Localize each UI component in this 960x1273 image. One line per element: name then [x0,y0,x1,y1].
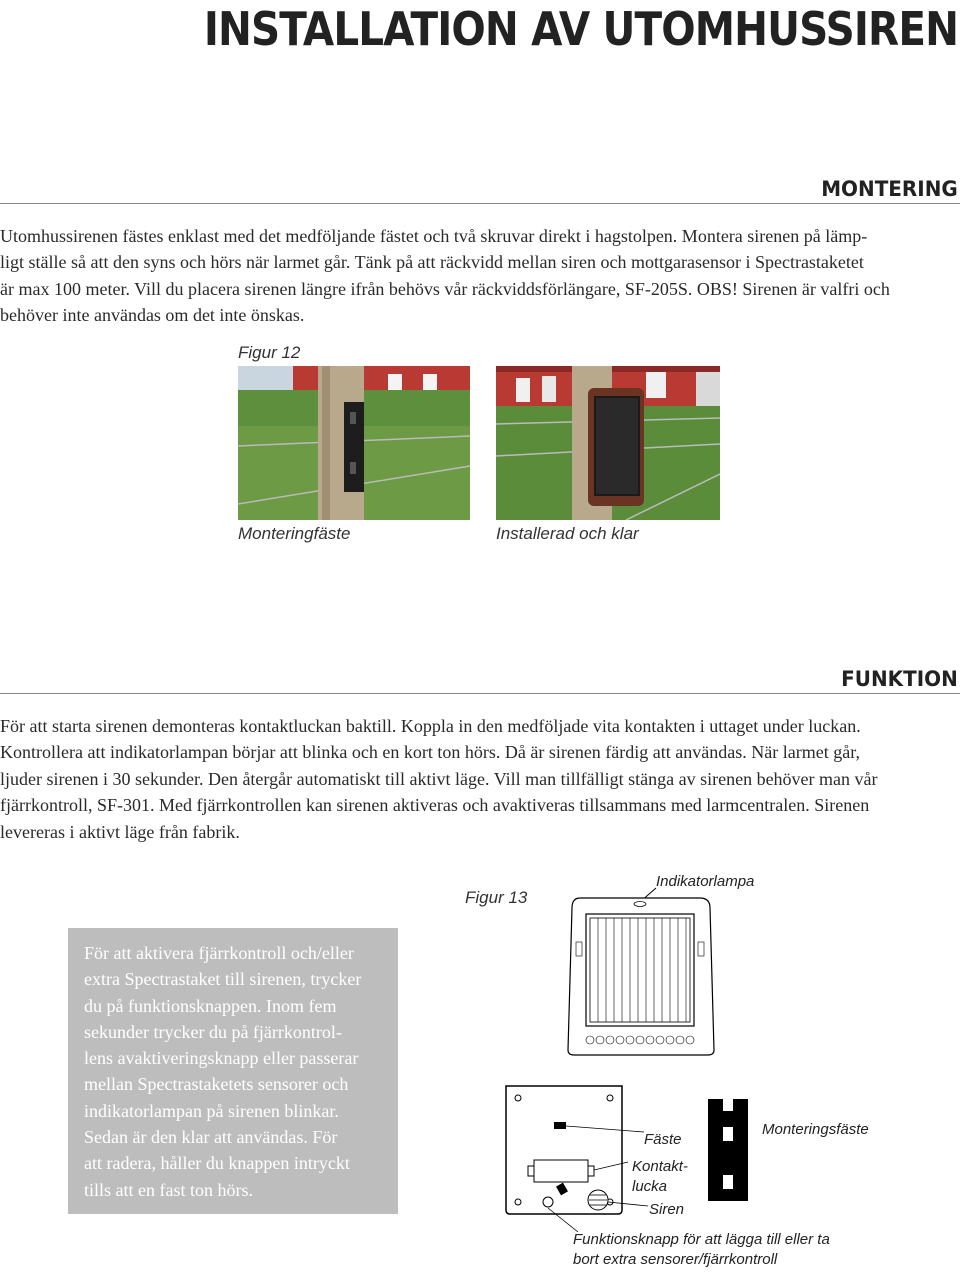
kontaktlucka-callout-line2: lucka [632,1178,668,1195]
funktion-line: Kontrollera att indikatorlampan börjar att blinka och en kort ton hörs. Då är sirenen färdig att användas. När larmet går, [0,742,860,763]
info-line: indikatorlampan på sirenen blinkar. [84,1100,339,1121]
photo-installed-siren [496,366,720,520]
monteringsfaste-callout: Monteringsfäste [762,1121,869,1138]
siren-front-drawing [560,880,720,1060]
indicator-callout: Indikatorlampa [656,873,755,890]
montering-rule [0,203,960,204]
photo-2-caption: Installerad och klar [496,524,639,543]
funktion-heading: FUNKTION [841,667,958,691]
info-line: tills att en fast ton hörs. [84,1179,253,1200]
funktion-line: ljuder sirenen i 30 sekunder. Den återgår automatiskt till aktivt läge. Vill man tillfälligt stänga av sirenen behöver man vår [0,768,878,789]
funktion-line: fjärrkontroll, SF-301. Med fjärrkontrollen kan sirenen aktiveras och avaktiveras tillsammans med larmcentralen. Sirenen [0,795,870,816]
montering-heading: MONTERING [821,177,958,201]
info-line: lens avaktiveringsknapp eller passerar [84,1048,359,1069]
info-line: extra Spectrastaket till sirenen, trycker [84,969,362,990]
figure-13-label: Figur 13 [465,888,528,907]
info-line: att radera, håller du knappen intryckt [84,1153,350,1174]
info-line: För att aktivera fjärrkontroll och/eller [84,943,354,963]
funktion-line: levereras i aktivt läge från fabrik. [0,821,240,842]
info-line: mellan Spectrastaketets sensorer och [84,1074,349,1095]
info-box [68,928,398,1214]
siren-back-drawing [498,1082,658,1232]
photo-mounting-bracket [238,366,470,520]
siren-callout: Siren [649,1201,685,1218]
info-line: du på funktionsknappen. Inom fem [84,995,337,1016]
info-line: Sedan är den klar att användas. För [84,1127,338,1148]
info-box-text [84,940,382,1203]
faste-callout: Fäste [644,1131,682,1148]
montering-paragraph [0,223,958,329]
montering-line: Utomhussirenen fästes enklast med det medföljande fästet och två skruvar direkt i hagstolpen. Montera sirenen på lämp- [0,226,868,246]
funktionsknapp-callout-line1: Funktionsknapp för att lägga till eller ta [573,1231,830,1248]
funktion-rule [0,693,960,694]
figure-12-label: Figur 12 [238,343,301,362]
funktionsknapp-callout-line2: bort extra sensorer/fjärrkontroll [573,1251,778,1268]
page-title: INSTALLATION AV UTOMHUSSIREN [203,2,958,56]
montering-line: behöver inte användas om det inte önskas. [0,305,305,326]
funktion-paragraph [0,713,958,845]
montering-line: ligt ställe så att den syns och hörs när larmet går. Tänk på att räckvidd mellan siren och mottgarasensor i Spectrastaketet [0,252,864,273]
photo-1-caption: Monteringfäste [238,524,351,543]
funktion-line: För att starta sirenen demonteras kontaktluckan baktill. Koppla in den medföljade vita kontakten i uttaget under luckan. [0,716,861,736]
kontaktlucka-callout-line1: Kontakt- [632,1158,688,1175]
montering-line: är max 100 meter. Vill du placera sirenen längre ifrån behövs vår räckviddsförlängare, SF-205S. OBS! Sirenen är valfri och [0,278,890,299]
mounting-bracket-drawing [708,1097,752,1203]
info-line: sekunder trycker du på fjärrkontrol- [84,1021,342,1042]
